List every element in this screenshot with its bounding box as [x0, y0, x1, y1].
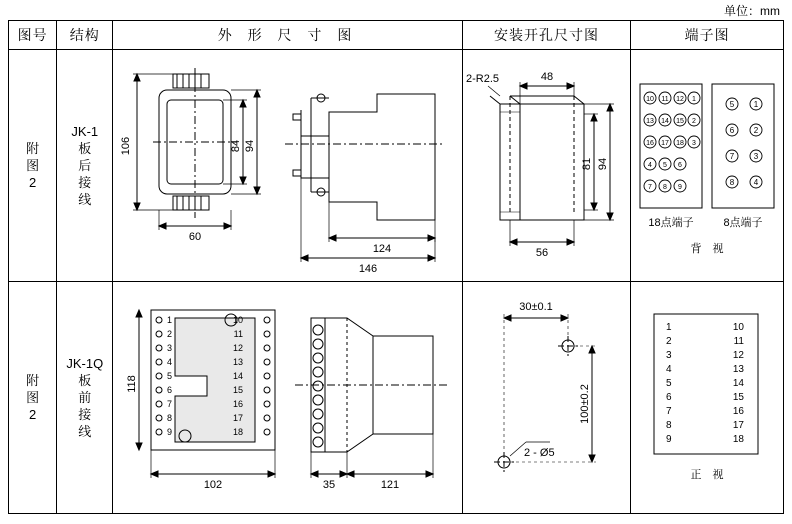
- dim-56: 56: [535, 246, 548, 259]
- svg-text:15: 15: [733, 391, 745, 403]
- svg-text:13: 13: [232, 356, 243, 367]
- mounting-drawing-cell-2: [462, 282, 631, 514]
- structure-model: JK-1Q: [66, 356, 104, 371]
- svg-text:17: 17: [661, 139, 670, 147]
- svg-text:4: 4: [666, 363, 672, 375]
- svg-text:7: 7: [729, 151, 735, 161]
- svg-text:14: 14: [733, 377, 745, 389]
- svg-text:9: 9: [166, 426, 172, 437]
- svg-text:10: 10: [232, 314, 243, 325]
- dim-102: 102: [203, 478, 222, 491]
- structure-cell-2: [57, 282, 113, 514]
- svg-text:9: 9: [678, 183, 683, 191]
- structure-char: 线: [78, 424, 92, 439]
- svg-text:13: 13: [733, 363, 745, 375]
- fig-no-char: 附: [26, 141, 40, 156]
- structure-char: 板: [78, 373, 92, 388]
- structure-cell-1: [57, 50, 113, 282]
- svg-text:11: 11: [661, 95, 669, 103]
- dim-81: 81: [580, 157, 593, 170]
- dim-106: 106: [119, 136, 132, 155]
- dim-121: 121: [380, 478, 399, 491]
- dim-118: 118: [125, 374, 138, 393]
- header-structure: 结构: [57, 21, 113, 50]
- svg-text:12: 12: [733, 349, 745, 361]
- svg-text:18: 18: [733, 433, 745, 445]
- svg-text:5: 5: [729, 99, 735, 109]
- fig-no-cell-2: [9, 282, 57, 514]
- dim-2r25: 2-R2.5: [465, 72, 499, 85]
- header-outline: 外 形 尺 寸 图: [113, 21, 462, 50]
- terminal-drawing-cell-2: [631, 282, 784, 514]
- svg-text:18: 18: [232, 426, 243, 437]
- svg-text:1: 1: [753, 99, 759, 109]
- dim-48: 48: [540, 70, 553, 83]
- svg-text:10: 10: [646, 95, 655, 103]
- dim-30: 30±0.1: [518, 300, 553, 313]
- svg-text:10: 10: [733, 321, 745, 333]
- mounting-drawing-cell-1: [462, 50, 631, 282]
- svg-text:3: 3: [692, 139, 697, 147]
- svg-text:5: 5: [663, 161, 668, 169]
- table-row: [9, 50, 784, 282]
- terminal-view-caption: 背 视: [690, 242, 724, 255]
- svg-text:2: 2: [666, 335, 672, 347]
- svg-text:18: 18: [676, 139, 685, 147]
- fig-no-cell-1: [9, 50, 57, 282]
- svg-text:17: 17: [232, 412, 243, 423]
- svg-text:2: 2: [753, 125, 759, 135]
- svg-text:11: 11: [233, 328, 243, 339]
- unit-note: 单位：mm: [724, 4, 780, 18]
- svg-text:3: 3: [753, 151, 759, 161]
- svg-text:1: 1: [666, 321, 672, 333]
- svg-text:6: 6: [666, 391, 672, 403]
- svg-text:6: 6: [729, 125, 735, 135]
- outline-drawing-cell-1: [113, 50, 462, 282]
- header-terminal: 端子图: [631, 21, 784, 50]
- structure-char: 板: [78, 141, 92, 156]
- svg-text:8: 8: [729, 177, 735, 187]
- svg-text:12: 12: [676, 95, 685, 103]
- svg-text:13: 13: [646, 117, 655, 125]
- svg-text:6: 6: [166, 384, 172, 395]
- dim-84: 84: [229, 139, 242, 152]
- structure-char: 接: [78, 407, 92, 422]
- svg-text:1: 1: [692, 95, 697, 103]
- fig-no-char: 图: [26, 158, 40, 173]
- svg-text:4: 4: [166, 356, 172, 367]
- svg-text:3: 3: [666, 349, 672, 361]
- svg-text:2: 2: [692, 117, 697, 125]
- svg-text:1: 1: [166, 314, 172, 325]
- svg-text:14: 14: [232, 370, 243, 381]
- header-mounting: 安装开孔尺寸图: [462, 21, 631, 50]
- dim-35: 35: [322, 478, 335, 491]
- dim-2-d5: 2 - Ø5: [523, 446, 555, 459]
- svg-text:6: 6: [678, 161, 683, 169]
- dim-146: 146: [358, 262, 377, 275]
- svg-text:16: 16: [646, 139, 655, 147]
- svg-text:5: 5: [666, 377, 672, 389]
- svg-text:16: 16: [733, 405, 745, 417]
- svg-text:11: 11: [733, 335, 745, 347]
- svg-text:15: 15: [232, 384, 243, 395]
- svg-text:7: 7: [666, 405, 672, 417]
- svg-text:15: 15: [676, 117, 685, 125]
- dim-124: 124: [372, 242, 391, 255]
- dim-94: 94: [243, 139, 256, 152]
- structure-char: 后: [78, 158, 92, 173]
- structure-char: 接: [78, 175, 92, 190]
- fig-no-char: 2: [28, 175, 37, 190]
- terminal-view-caption-2: 正 视: [690, 468, 724, 481]
- dim-94: 94: [596, 157, 609, 170]
- terminal-caption-8: 8点端子: [723, 216, 763, 229]
- fig-no-char: 附: [26, 373, 40, 388]
- svg-text:7: 7: [648, 183, 653, 191]
- table-row: [9, 282, 784, 514]
- outline-drawing-cell-2: [113, 282, 462, 514]
- dimension-table: [8, 20, 784, 514]
- svg-text:7: 7: [166, 398, 172, 409]
- terminal-drawing-cell-1: [631, 50, 784, 282]
- svg-text:8: 8: [666, 419, 672, 431]
- svg-text:16: 16: [232, 398, 243, 409]
- svg-text:5: 5: [166, 370, 172, 381]
- fig-no-char: 图: [26, 390, 40, 405]
- svg-text:4: 4: [753, 177, 759, 187]
- structure-char: 线: [78, 192, 92, 207]
- terminal-caption-18: 18点端子: [648, 216, 694, 229]
- table-header-row: [9, 21, 784, 50]
- svg-text:4: 4: [648, 161, 653, 169]
- svg-text:8: 8: [663, 183, 668, 191]
- dim-60: 60: [188, 230, 201, 243]
- svg-text:14: 14: [661, 117, 670, 125]
- svg-text:3: 3: [166, 342, 172, 353]
- header-fig-no: 图号: [9, 21, 57, 50]
- svg-text:9: 9: [666, 433, 672, 445]
- fig-no-char: 2: [28, 407, 37, 422]
- svg-text:12: 12: [232, 342, 243, 353]
- svg-text:2: 2: [166, 328, 172, 339]
- structure-char: 前: [78, 390, 92, 405]
- dim-100: 100±0.2: [578, 383, 591, 424]
- svg-text:8: 8: [166, 412, 172, 423]
- svg-text:17: 17: [733, 419, 745, 431]
- structure-model: JK-1: [71, 124, 99, 139]
